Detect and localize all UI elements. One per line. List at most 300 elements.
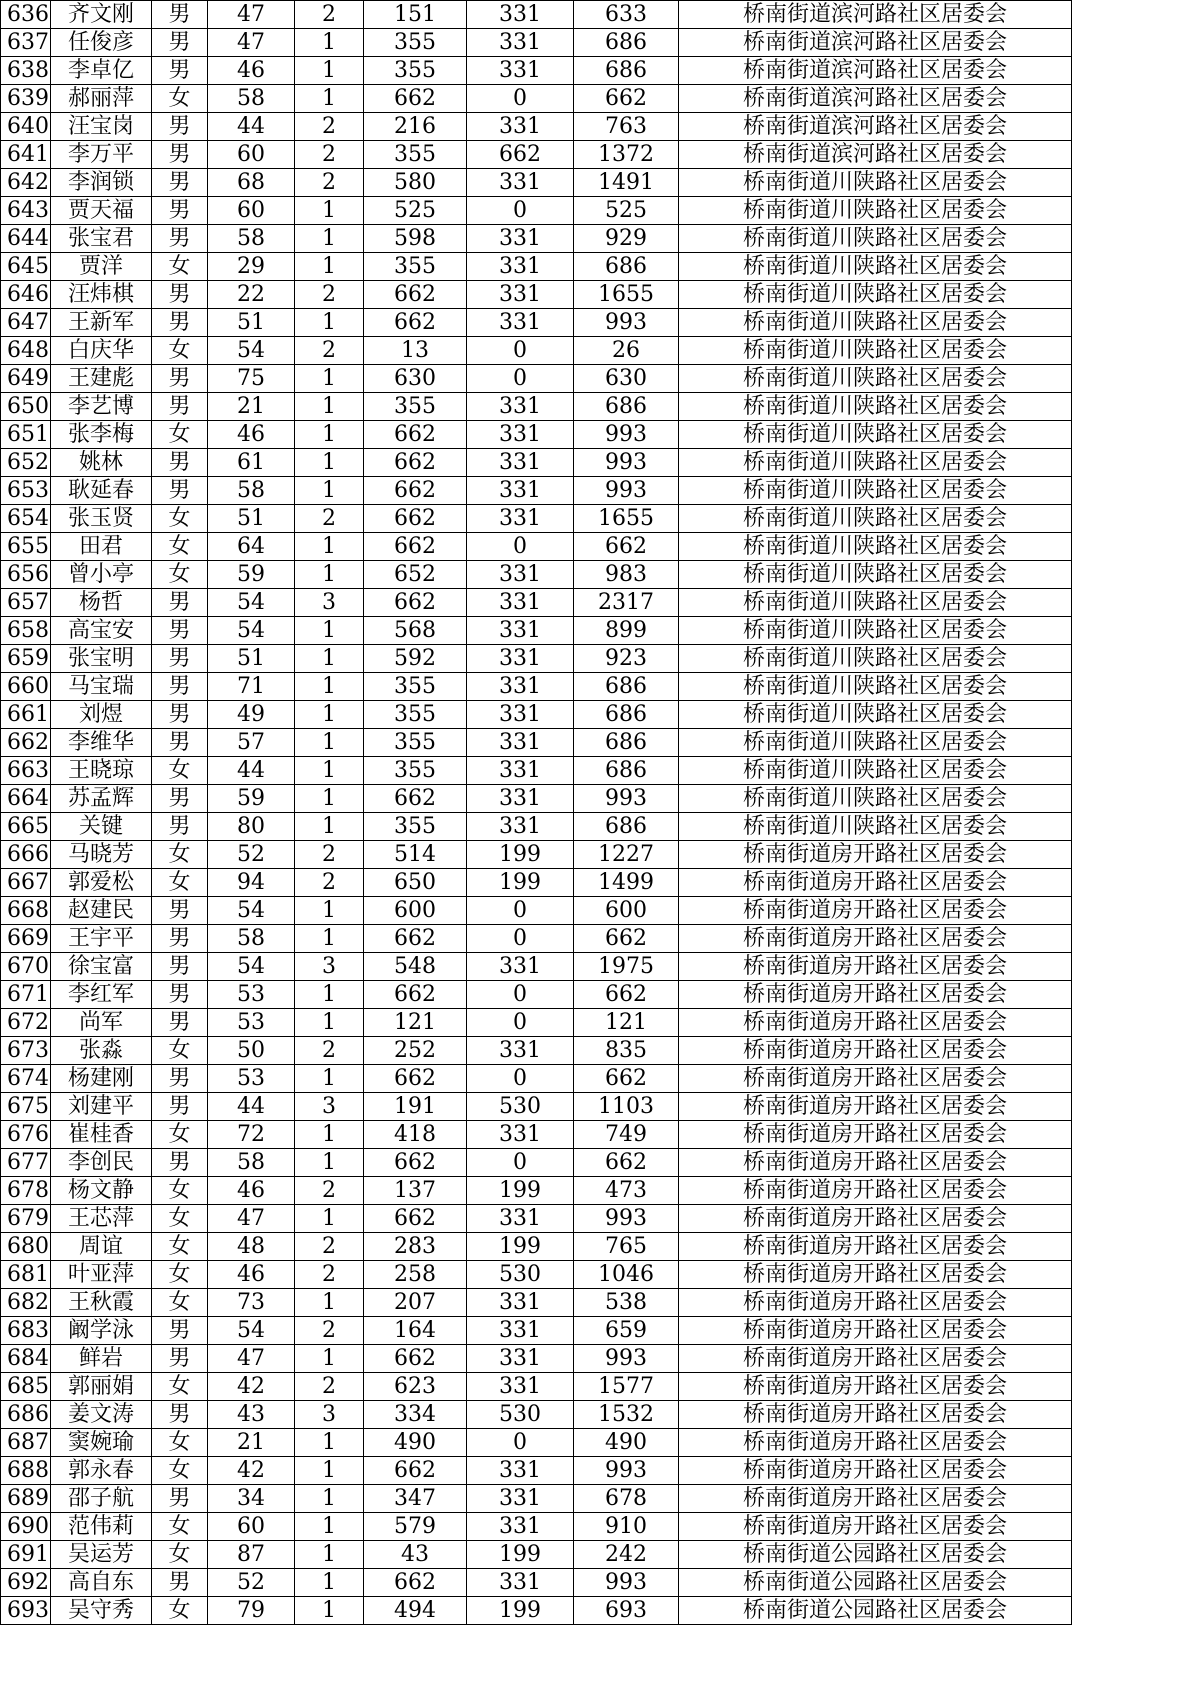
cell-row-number: 641 xyxy=(1,141,51,169)
cell-household-size: 1 xyxy=(295,253,364,281)
cell-age: 60 xyxy=(208,141,295,169)
cell-age: 54 xyxy=(208,589,295,617)
cell-amount-b: 0 xyxy=(467,925,574,953)
cell-row-number: 665 xyxy=(1,813,51,841)
cell-amount-a: 662 xyxy=(364,925,467,953)
cell-amount-b: 331 xyxy=(467,281,574,309)
table-row xyxy=(1,729,1072,757)
cell-household-size: 2 xyxy=(295,1037,364,1065)
cell-gender: 男 xyxy=(152,57,208,85)
table-row xyxy=(1,1,1072,29)
cell-row-number: 639 xyxy=(1,85,51,113)
cell-gender: 女 xyxy=(152,1513,208,1541)
cell-community: 桥南街道房开路社区居委会 xyxy=(679,1345,1072,1373)
table-row xyxy=(1,1513,1072,1541)
cell-name: 李创民 xyxy=(51,1149,152,1177)
cell-gender: 男 xyxy=(152,953,208,981)
cell-name: 李维华 xyxy=(51,729,152,757)
table-row xyxy=(1,253,1072,281)
cell-name: 徐宝富 xyxy=(51,953,152,981)
cell-amount-b: 0 xyxy=(467,1065,574,1093)
cell-amount-b: 331 xyxy=(467,1569,574,1597)
cell-community: 桥南街道川陕路社区居委会 xyxy=(679,813,1072,841)
cell-community: 桥南街道川陕路社区居委会 xyxy=(679,701,1072,729)
cell-name: 杨哲 xyxy=(51,589,152,617)
cell-community: 桥南街道房开路社区居委会 xyxy=(679,1457,1072,1485)
cell-row-number: 686 xyxy=(1,1401,51,1429)
cell-total: 899 xyxy=(574,617,679,645)
cell-total: 993 xyxy=(574,785,679,813)
cell-name: 李红军 xyxy=(51,981,152,1009)
cell-total: 993 xyxy=(574,421,679,449)
cell-amount-b: 331 xyxy=(467,505,574,533)
table-row xyxy=(1,1457,1072,1485)
cell-age: 59 xyxy=(208,785,295,813)
cell-amount-a: 592 xyxy=(364,645,467,673)
cell-gender: 男 xyxy=(152,1,208,29)
cell-amount-a: 355 xyxy=(364,141,467,169)
table-row xyxy=(1,589,1072,617)
cell-community: 桥南街道川陕路社区居委会 xyxy=(679,477,1072,505)
cell-total: 659 xyxy=(574,1317,679,1345)
table-row xyxy=(1,813,1072,841)
cell-age: 50 xyxy=(208,1037,295,1065)
cell-community: 桥南街道房开路社区居委会 xyxy=(679,925,1072,953)
cell-amount-b: 331 xyxy=(467,701,574,729)
cell-amount-b: 331 xyxy=(467,421,574,449)
cell-household-size: 2 xyxy=(295,1177,364,1205)
table-row xyxy=(1,365,1072,393)
cell-gender: 女 xyxy=(152,1037,208,1065)
cell-total: 662 xyxy=(574,925,679,953)
cell-age: 80 xyxy=(208,813,295,841)
cell-row-number: 669 xyxy=(1,925,51,953)
cell-gender: 男 xyxy=(152,673,208,701)
cell-age: 47 xyxy=(208,1,295,29)
cell-age: 52 xyxy=(208,841,295,869)
cell-total: 1491 xyxy=(574,169,679,197)
cell-total: 686 xyxy=(574,393,679,421)
cell-row-number: 648 xyxy=(1,337,51,365)
cell-name: 郭爱松 xyxy=(51,869,152,897)
cell-amount-a: 650 xyxy=(364,869,467,897)
cell-amount-a: 418 xyxy=(364,1121,467,1149)
cell-community: 桥南街道房开路社区居委会 xyxy=(679,1149,1072,1177)
cell-age: 79 xyxy=(208,1597,295,1625)
cell-gender: 女 xyxy=(152,1121,208,1149)
cell-amount-b: 0 xyxy=(467,1009,574,1037)
cell-amount-b: 0 xyxy=(467,197,574,225)
cell-amount-b: 331 xyxy=(467,1121,574,1149)
table-row xyxy=(1,645,1072,673)
cell-amount-a: 662 xyxy=(364,589,467,617)
cell-total: 1975 xyxy=(574,953,679,981)
cell-household-size: 3 xyxy=(295,953,364,981)
cell-amount-a: 164 xyxy=(364,1317,467,1345)
cell-row-number: 670 xyxy=(1,953,51,981)
cell-amount-b: 0 xyxy=(467,533,574,561)
cell-name: 贾洋 xyxy=(51,253,152,281)
cell-amount-b: 331 xyxy=(467,1317,574,1345)
cell-household-size: 1 xyxy=(295,1289,364,1317)
cell-amount-b: 199 xyxy=(467,1597,574,1625)
cell-gender: 男 xyxy=(152,393,208,421)
cell-community: 桥南街道川陕路社区居委会 xyxy=(679,337,1072,365)
cell-gender: 男 xyxy=(152,365,208,393)
cell-name: 吴守秀 xyxy=(51,1597,152,1625)
cell-amount-a: 355 xyxy=(364,757,467,785)
cell-row-number: 662 xyxy=(1,729,51,757)
cell-row-number: 663 xyxy=(1,757,51,785)
cell-gender: 男 xyxy=(152,113,208,141)
cell-name: 邵子航 xyxy=(51,1485,152,1513)
cell-amount-b: 331 xyxy=(467,757,574,785)
cell-amount-a: 355 xyxy=(364,673,467,701)
cell-gender: 男 xyxy=(152,1345,208,1373)
cell-age: 49 xyxy=(208,701,295,729)
cell-community: 桥南街道川陕路社区居委会 xyxy=(679,589,1072,617)
cell-name: 杨建刚 xyxy=(51,1065,152,1093)
cell-amount-b: 199 xyxy=(467,1541,574,1569)
cell-row-number: 647 xyxy=(1,309,51,337)
cell-name: 杨文静 xyxy=(51,1177,152,1205)
cell-amount-a: 355 xyxy=(364,729,467,757)
cell-household-size: 1 xyxy=(295,1205,364,1233)
cell-name: 王芯萍 xyxy=(51,1205,152,1233)
cell-amount-a: 514 xyxy=(364,841,467,869)
cell-community: 桥南街道滨河路社区居委会 xyxy=(679,57,1072,85)
cell-age: 22 xyxy=(208,281,295,309)
cell-row-number: 690 xyxy=(1,1513,51,1541)
cell-household-size: 1 xyxy=(295,393,364,421)
table-row xyxy=(1,169,1072,197)
cell-community: 桥南街道川陕路社区居委会 xyxy=(679,757,1072,785)
cell-total: 1046 xyxy=(574,1261,679,1289)
cell-community: 桥南街道公园路社区居委会 xyxy=(679,1597,1072,1625)
cell-name: 苏孟辉 xyxy=(51,785,152,813)
cell-amount-b: 331 xyxy=(467,57,574,85)
cell-name: 刘建平 xyxy=(51,1093,152,1121)
cell-age: 58 xyxy=(208,925,295,953)
cell-total: 835 xyxy=(574,1037,679,1065)
cell-row-number: 638 xyxy=(1,57,51,85)
cell-total: 662 xyxy=(574,533,679,561)
cell-household-size: 2 xyxy=(295,113,364,141)
cell-amount-a: 662 xyxy=(364,981,467,1009)
cell-name: 郝丽萍 xyxy=(51,85,152,113)
cell-gender: 男 xyxy=(152,309,208,337)
cell-total: 993 xyxy=(574,1569,679,1597)
cell-household-size: 2 xyxy=(295,141,364,169)
cell-amount-a: 623 xyxy=(364,1373,467,1401)
cell-row-number: 678 xyxy=(1,1177,51,1205)
cell-gender: 男 xyxy=(152,1065,208,1093)
cell-amount-b: 331 xyxy=(467,617,574,645)
cell-name: 王晓琼 xyxy=(51,757,152,785)
cell-gender: 男 xyxy=(152,225,208,253)
cell-row-number: 643 xyxy=(1,197,51,225)
cell-community: 桥南街道房开路社区居委会 xyxy=(679,1121,1072,1149)
cell-household-size: 1 xyxy=(295,1429,364,1457)
cell-amount-a: 662 xyxy=(364,421,467,449)
cell-amount-b: 331 xyxy=(467,813,574,841)
cell-total: 678 xyxy=(574,1485,679,1513)
cell-amount-a: 662 xyxy=(364,1205,467,1233)
cell-household-size: 2 xyxy=(295,1317,364,1345)
cell-name: 马宝瑞 xyxy=(51,673,152,701)
cell-row-number: 672 xyxy=(1,1009,51,1037)
cell-household-size: 2 xyxy=(295,1,364,29)
cell-amount-a: 662 xyxy=(364,309,467,337)
cell-community: 桥南街道滨河路社区居委会 xyxy=(679,85,1072,113)
cell-total: 1577 xyxy=(574,1373,679,1401)
cell-name: 白庆华 xyxy=(51,337,152,365)
cell-amount-a: 355 xyxy=(364,57,467,85)
cell-name: 齐文刚 xyxy=(51,1,152,29)
cell-total: 923 xyxy=(574,645,679,673)
cell-row-number: 649 xyxy=(1,365,51,393)
cell-row-number: 646 xyxy=(1,281,51,309)
cell-amount-b: 331 xyxy=(467,309,574,337)
table-row xyxy=(1,673,1072,701)
cell-row-number: 657 xyxy=(1,589,51,617)
table-row xyxy=(1,309,1072,337)
cell-amount-b: 331 xyxy=(467,1037,574,1065)
cell-household-size: 1 xyxy=(295,897,364,925)
cell-row-number: 651 xyxy=(1,421,51,449)
cell-amount-a: 600 xyxy=(364,897,467,925)
cell-household-size: 1 xyxy=(295,1009,364,1037)
cell-amount-b: 0 xyxy=(467,85,574,113)
table-row xyxy=(1,897,1072,925)
cell-age: 51 xyxy=(208,309,295,337)
cell-community: 桥南街道房开路社区居委会 xyxy=(679,1233,1072,1261)
cell-age: 54 xyxy=(208,337,295,365)
cell-community: 桥南街道房开路社区居委会 xyxy=(679,1317,1072,1345)
cell-age: 47 xyxy=(208,1205,295,1233)
cell-total: 993 xyxy=(574,1205,679,1233)
cell-community: 桥南街道川陕路社区居委会 xyxy=(679,169,1072,197)
table-row xyxy=(1,421,1072,449)
cell-name: 任俊彦 xyxy=(51,29,152,57)
cell-community: 桥南街道川陕路社区居委会 xyxy=(679,197,1072,225)
cell-amount-b: 331 xyxy=(467,1485,574,1513)
cell-community: 桥南街道滨河路社区居委会 xyxy=(679,141,1072,169)
table-row xyxy=(1,1401,1072,1429)
cell-amount-b: 0 xyxy=(467,981,574,1009)
cell-total: 630 xyxy=(574,365,679,393)
cell-household-size: 1 xyxy=(295,757,364,785)
cell-household-size: 1 xyxy=(295,533,364,561)
cell-age: 42 xyxy=(208,1457,295,1485)
cell-amount-b: 331 xyxy=(467,1513,574,1541)
cell-household-size: 1 xyxy=(295,645,364,673)
table-row xyxy=(1,785,1072,813)
table-row xyxy=(1,85,1072,113)
cell-community: 桥南街道川陕路社区居委会 xyxy=(679,449,1072,477)
cell-name: 张淼 xyxy=(51,1037,152,1065)
cell-age: 59 xyxy=(208,561,295,589)
cell-age: 51 xyxy=(208,645,295,673)
cell-name: 王新军 xyxy=(51,309,152,337)
cell-name: 吴运芳 xyxy=(51,1541,152,1569)
cell-age: 64 xyxy=(208,533,295,561)
cell-community: 桥南街道川陕路社区居委会 xyxy=(679,729,1072,757)
cell-gender: 男 xyxy=(152,281,208,309)
cell-row-number: 681 xyxy=(1,1261,51,1289)
table-row xyxy=(1,141,1072,169)
cell-total: 686 xyxy=(574,29,679,57)
cell-household-size: 1 xyxy=(295,1345,364,1373)
cell-total: 538 xyxy=(574,1289,679,1317)
cell-row-number: 668 xyxy=(1,897,51,925)
cell-age: 53 xyxy=(208,981,295,1009)
cell-household-size: 1 xyxy=(295,225,364,253)
table-row xyxy=(1,533,1072,561)
cell-name: 郭丽娟 xyxy=(51,1373,152,1401)
cell-community: 桥南街道房开路社区居委会 xyxy=(679,953,1072,981)
cell-amount-b: 331 xyxy=(467,169,574,197)
cell-community: 桥南街道川陕路社区居委会 xyxy=(679,617,1072,645)
table-row xyxy=(1,1149,1072,1177)
cell-gender: 男 xyxy=(152,197,208,225)
cell-gender: 女 xyxy=(152,1205,208,1233)
cell-community: 桥南街道房开路社区居委会 xyxy=(679,1401,1072,1429)
cell-community: 桥南街道滨河路社区居委会 xyxy=(679,29,1072,57)
cell-total: 686 xyxy=(574,813,679,841)
cell-amount-b: 530 xyxy=(467,1261,574,1289)
cell-amount-a: 490 xyxy=(364,1429,467,1457)
cell-amount-a: 580 xyxy=(364,169,467,197)
table-row xyxy=(1,1177,1072,1205)
cell-community: 桥南街道房开路社区居委会 xyxy=(679,1429,1072,1457)
cell-total: 993 xyxy=(574,1457,679,1485)
table-row xyxy=(1,1289,1072,1317)
cell-age: 68 xyxy=(208,169,295,197)
cell-age: 51 xyxy=(208,505,295,533)
cell-row-number: 652 xyxy=(1,449,51,477)
cell-amount-b: 331 xyxy=(467,449,574,477)
cell-community: 桥南街道房开路社区居委会 xyxy=(679,1009,1072,1037)
cell-age: 58 xyxy=(208,85,295,113)
cell-gender: 男 xyxy=(152,1149,208,1177)
table-row xyxy=(1,1037,1072,1065)
cell-amount-a: 121 xyxy=(364,1009,467,1037)
cell-amount-b: 331 xyxy=(467,673,574,701)
cell-household-size: 1 xyxy=(295,29,364,57)
cell-gender: 男 xyxy=(152,925,208,953)
cell-household-size: 1 xyxy=(295,1597,364,1625)
cell-name: 关键 xyxy=(51,813,152,841)
cell-amount-a: 662 xyxy=(364,281,467,309)
cell-amount-a: 258 xyxy=(364,1261,467,1289)
cell-age: 58 xyxy=(208,477,295,505)
cell-total: 490 xyxy=(574,1429,679,1457)
cell-row-number: 666 xyxy=(1,841,51,869)
cell-community: 桥南街道房开路社区居委会 xyxy=(679,1513,1072,1541)
cell-amount-a: 598 xyxy=(364,225,467,253)
cell-household-size: 1 xyxy=(295,57,364,85)
cell-row-number: 661 xyxy=(1,701,51,729)
cell-age: 58 xyxy=(208,1149,295,1177)
cell-gender: 男 xyxy=(152,29,208,57)
cell-name: 耿延春 xyxy=(51,477,152,505)
cell-row-number: 682 xyxy=(1,1289,51,1317)
cell-row-number: 687 xyxy=(1,1429,51,1457)
cell-total: 693 xyxy=(574,1597,679,1625)
cell-community: 桥南街道房开路社区居委会 xyxy=(679,1093,1072,1121)
cell-name: 贾天福 xyxy=(51,197,152,225)
cell-community: 桥南街道滨河路社区居委会 xyxy=(679,1,1072,29)
cell-gender: 男 xyxy=(152,785,208,813)
cell-community: 桥南街道房开路社区居委会 xyxy=(679,1065,1072,1093)
cell-amount-a: 207 xyxy=(364,1289,467,1317)
cell-gender: 女 xyxy=(152,253,208,281)
cell-community: 桥南街道川陕路社区居委会 xyxy=(679,785,1072,813)
cell-row-number: 658 xyxy=(1,617,51,645)
cell-amount-b: 331 xyxy=(467,1457,574,1485)
cell-total: 26 xyxy=(574,337,679,365)
cell-gender: 男 xyxy=(152,141,208,169)
cell-amount-a: 662 xyxy=(364,1149,467,1177)
cell-amount-a: 355 xyxy=(364,253,467,281)
cell-household-size: 1 xyxy=(295,197,364,225)
table-row xyxy=(1,869,1072,897)
cell-name: 高宝安 xyxy=(51,617,152,645)
cell-row-number: 664 xyxy=(1,785,51,813)
cell-name: 姚林 xyxy=(51,449,152,477)
cell-community: 桥南街道房开路社区居委会 xyxy=(679,1373,1072,1401)
cell-total: 662 xyxy=(574,1065,679,1093)
cell-household-size: 1 xyxy=(295,85,364,113)
cell-gender: 男 xyxy=(152,1569,208,1597)
cell-amount-b: 331 xyxy=(467,29,574,57)
table-row xyxy=(1,1261,1072,1289)
cell-age: 61 xyxy=(208,449,295,477)
cell-age: 47 xyxy=(208,29,295,57)
cell-name: 张李梅 xyxy=(51,421,152,449)
cell-amount-b: 331 xyxy=(467,1345,574,1373)
cell-household-size: 1 xyxy=(295,1513,364,1541)
cell-age: 46 xyxy=(208,1177,295,1205)
cell-age: 53 xyxy=(208,1065,295,1093)
cell-amount-b: 331 xyxy=(467,1,574,29)
cell-amount-a: 355 xyxy=(364,29,467,57)
cell-amount-b: 331 xyxy=(467,1289,574,1317)
table-row xyxy=(1,841,1072,869)
cell-gender: 女 xyxy=(152,1177,208,1205)
cell-name: 马晓芳 xyxy=(51,841,152,869)
cell-gender: 男 xyxy=(152,449,208,477)
cell-gender: 女 xyxy=(152,561,208,589)
cell-household-size: 2 xyxy=(295,169,364,197)
cell-amount-b: 331 xyxy=(467,785,574,813)
cell-total: 686 xyxy=(574,757,679,785)
cell-total: 765 xyxy=(574,1233,679,1261)
table-row xyxy=(1,113,1072,141)
table-row xyxy=(1,981,1072,1009)
cell-amount-a: 151 xyxy=(364,1,467,29)
cell-age: 44 xyxy=(208,113,295,141)
cell-age: 94 xyxy=(208,869,295,897)
cell-amount-a: 334 xyxy=(364,1401,467,1429)
cell-amount-b: 662 xyxy=(467,141,574,169)
cell-row-number: 640 xyxy=(1,113,51,141)
cell-amount-a: 43 xyxy=(364,1541,467,1569)
cell-age: 54 xyxy=(208,897,295,925)
cell-total: 473 xyxy=(574,1177,679,1205)
cell-total: 993 xyxy=(574,477,679,505)
